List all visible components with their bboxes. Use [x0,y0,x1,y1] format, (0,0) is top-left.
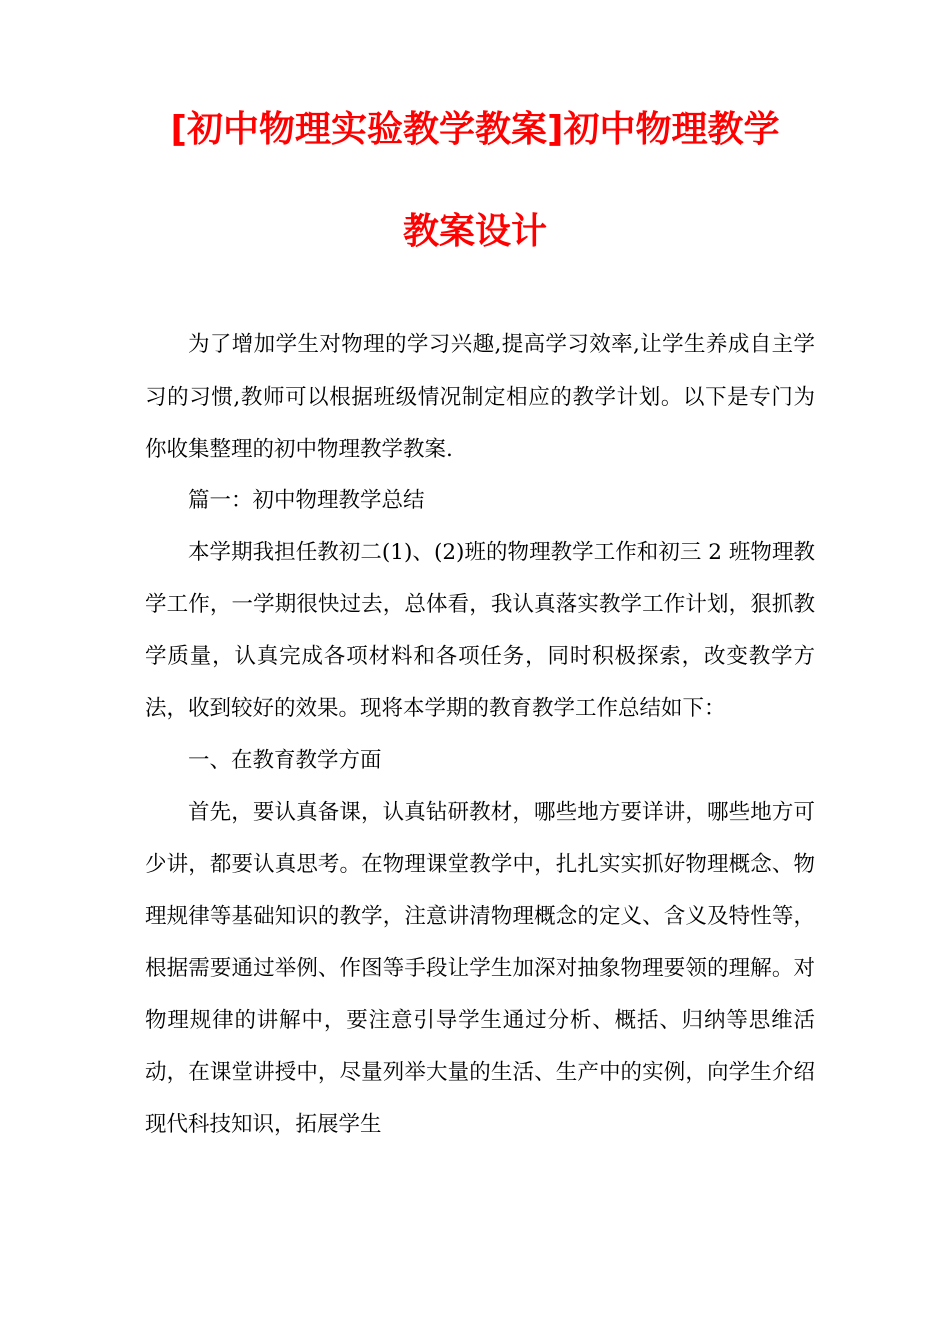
section-heading-teaching: 一、在教育教学方面 [188,748,382,773]
body-block [145,475,815,1151]
document-title-line-2: 教案设计 [402,211,547,252]
body-paragraph: 首先，要认真备课，认真钻研教材，哪些地方要详讲，哪些地方可少讲，都要认真思考。在物理课堂教学中，扎扎实实抓好物理概念、物理规律等基础知识的教学，注意讲清物理概念的定义、含义及特性等，根据需要通过举例、作图等手段让学生加深对抽象物理要领的理解。对物理规律的讲解中，要注意引导学生通过分析、概括、归纳等思维活动，在课堂讲授中，尽量列举大量的生活、生产中的实例，向学生介绍现代科技知识，拓展学生 [145,800,815,1137]
intro-block [145,319,815,477]
body-paragraph: 本学期我担任教初二(1)、(2)班的物理教学工作和初三 2 班物理教学工作，一学期很快过去，总体看，我认真落实教学工作计划，狠抓教学质量，认真完成各项材料和各项任务，同时积极探索，改变教学方法，收到较好的效果。现将本学期的教育教学工作总结如下： [145,540,815,721]
section-heading-part-one: 篇一：初中物理教学总结 [188,488,425,513]
intro-paragraph: 为了增加学生对物理的学习兴趣,提高学习效率,让学生养成自主学习的习惯,教师可以根据班级情况制定相应的教学计划。以下是专门为你收集整理的初中物理教学教案. [145,332,815,462]
document-title-line-1: [初中物理实验教学教案]初中物理教学 [170,109,780,150]
